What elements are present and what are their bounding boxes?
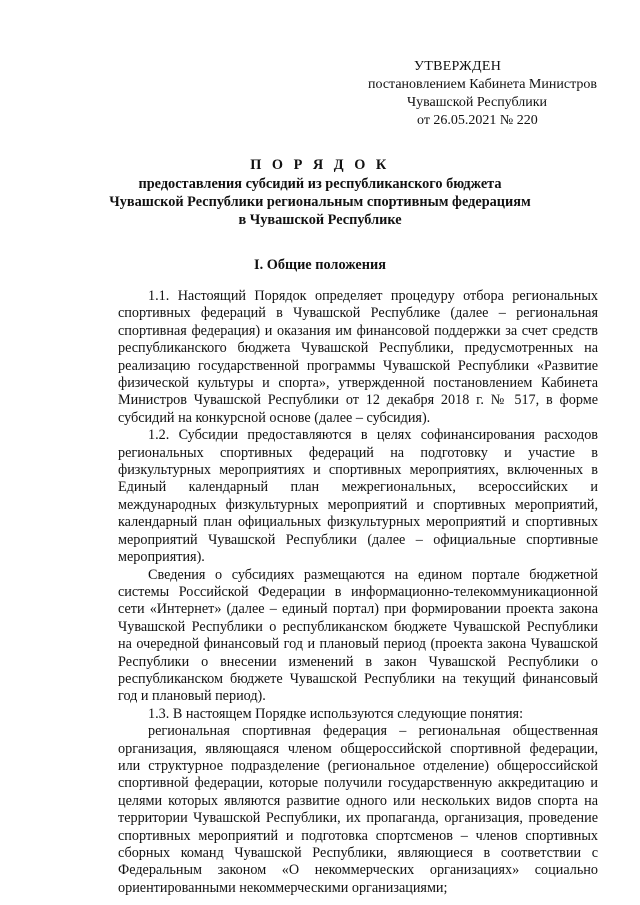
document-title-main: П О Р Я Д О К — [250, 157, 390, 173]
approval-region: Чувашской Республики — [407, 95, 548, 110]
document-body — [118, 288, 598, 897]
approval-title: УТВЕРЖДЕН — [414, 59, 502, 74]
document-subtitle-line-3: в Чувашской Республике — [238, 212, 402, 228]
document-subtitle-line-1: предоставления субсидий из республиканского бюджета — [138, 176, 502, 192]
approval-authority: постановлением Кабинета Министров — [368, 77, 597, 92]
paragraph-1-3: 1.3. В настоящем Порядке используются следующие понятия: — [148, 705, 524, 722]
paragraph-1-1: 1.1. Настоящий Порядок определяет процедуру отбора региональных спортивных федераций в Чувашской Республике (далее – региональная спортивная федерация) и оказания им финансовой поддержки за счет средств республиканского бюджета Чувашской Республики, предусмотренных на реализацию государственной программы Чувашской Республики «Развитие физической культуры и спорта», утвержденной постановлением Кабинета Министров Чувашской Республики от 12 декабря 2018 г. № 517, в форме субсидий на конкурсной основе (далее – субсидия). — [118, 288, 598, 426]
section-heading: I. Общие положения — [254, 257, 386, 273]
paragraph-1-2: 1.2. Субсидии предоставляются в целях софинансирования расходов региональных спортивных федераций на подготовку и участие в физкультурных мероприятиях и спортивных мероприятиях, включенных в Единый календарный план межрегиональных, всероссийских и международных физкультурных мероприятий и спортивных мероприятий, календарный план официальных физкультурных мероприятий и спортивных мероприятий Чувашской Республики (далее – официальные спортивные мероприятия). — [118, 427, 598, 566]
document-title — [100, 156, 540, 229]
paragraph-info: Сведения о субсидиях размещаются на едином портале бюджетной системы Российской Федерации в информационно-телекоммуникационной сети «Интернет» (далее – единый портал) при формировании проекта закона Чувашской Республики о республиканском бюджете Чувашской Республики на очередной финансовый год и плановый период (проекта закона Чувашской Республики о внесении изменений в закон Чувашской Республики о республиканском бюджете Чувашской Республики на текущий финансовый год и плановый период). — [118, 566, 598, 705]
document-subtitle-line-2: Чувашской Республики региональным спортивным федерациям — [109, 194, 531, 210]
approval-stamp — [360, 58, 600, 130]
paragraph-definition: региональная спортивная федерация – региональная общественная организация, являющаяся членом общероссийской спортивной федерации, или структурное подразделение (региональное отделение) общероссийской спортивной федерации, которые получили государственную аккредитацию и целями которых являются развитие одного или нескольких видов спорта на территории Чувашской Республики, их пропаганда, организация, проведение спортивных мероприятий и подготовка спортсменов – членов спортивных сборных команд Чувашской Республики, являющиеся в соответствии с Федеральным законом «О некоммерческих организациях» социально ориентированными некоммерческими организациями; — [118, 723, 598, 896]
approval-date-number: от 26.05.2021 № 220 — [417, 113, 538, 128]
